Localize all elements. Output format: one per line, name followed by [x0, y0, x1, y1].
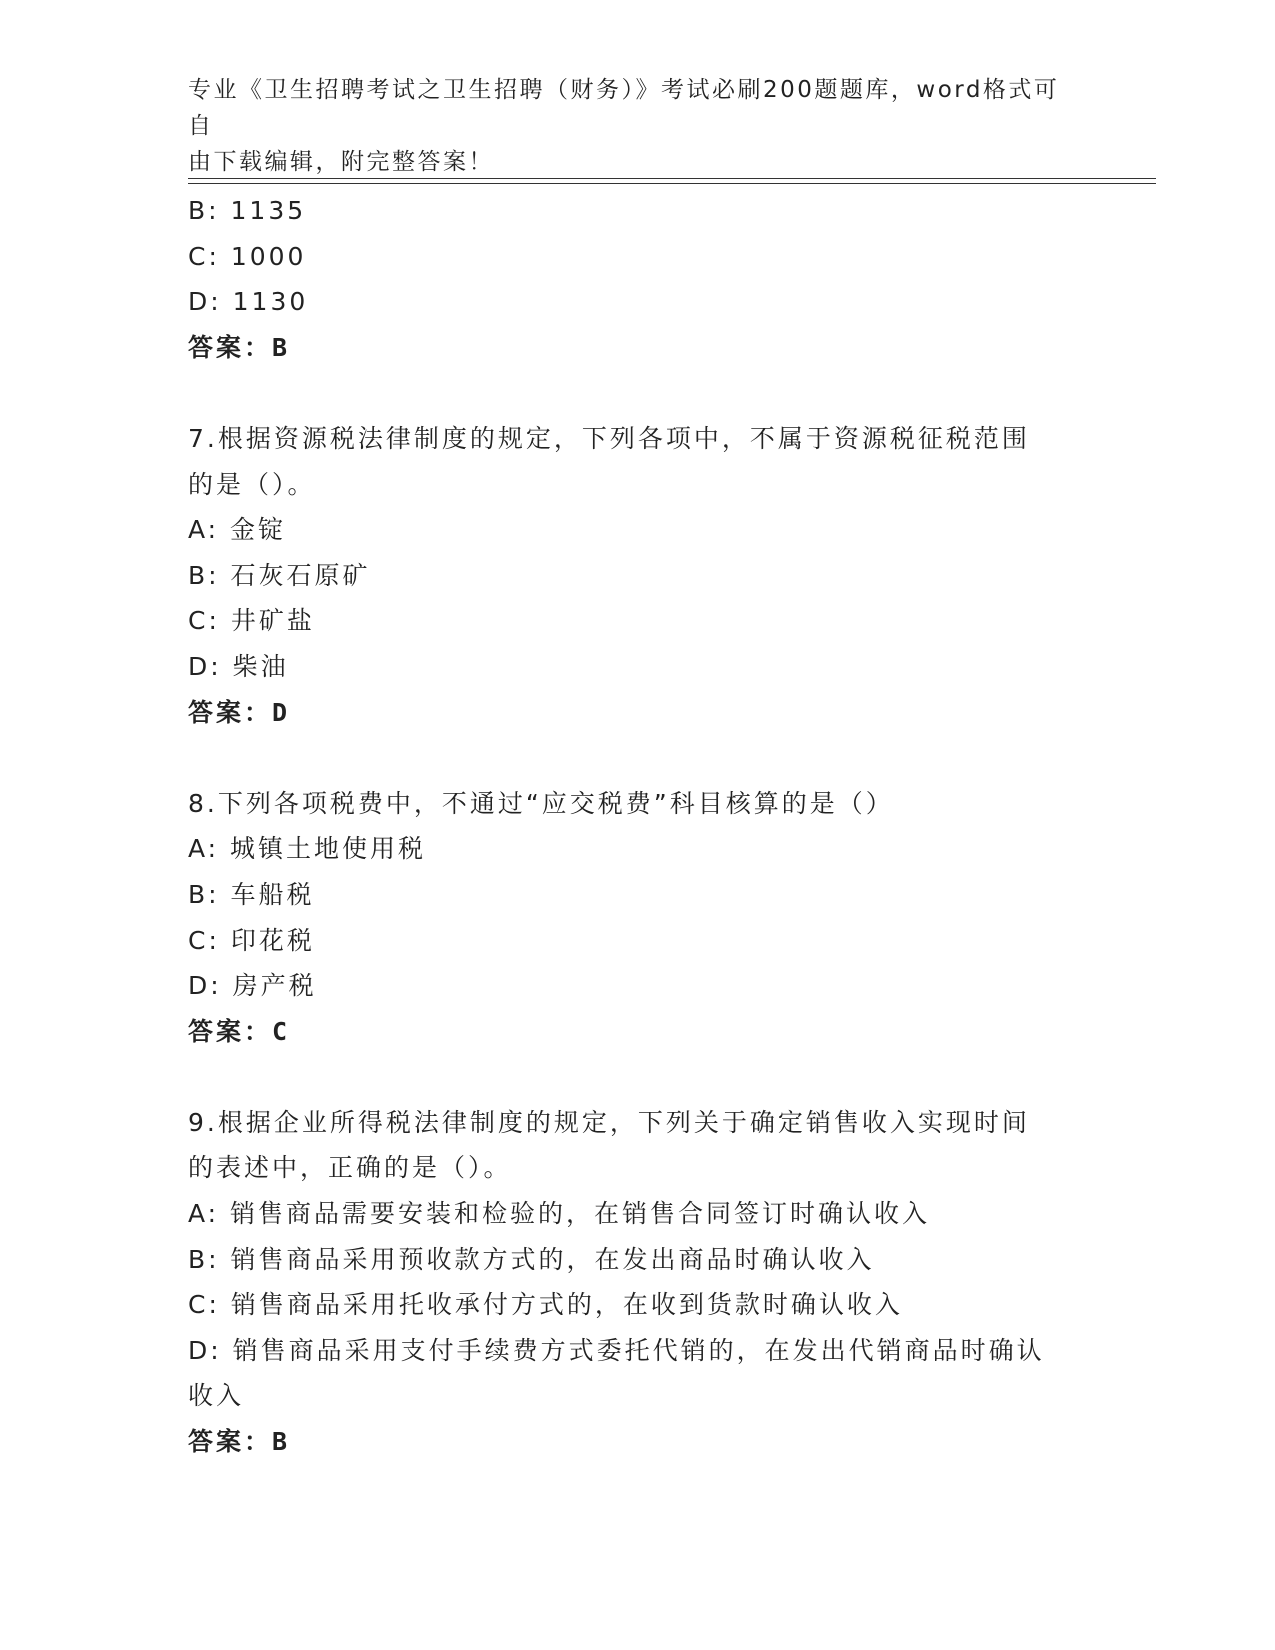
header-divider-bottom: [188, 183, 1156, 184]
answer-value: D: [272, 697, 291, 727]
option-d-cont: 收入: [188, 1381, 245, 1411]
option-text: 石灰石原矿: [230, 560, 371, 590]
answer-value: B: [272, 332, 291, 362]
option-text: 车船税: [230, 879, 315, 909]
question-number: 9.: [188, 1107, 218, 1137]
document-header: [188, 72, 1068, 180]
option-text: 销售商品采用托收承付方式的，在收到货款时确认收入: [230, 1290, 903, 1320]
question-content: [188, 188, 1088, 1465]
answer-label: 答案：: [188, 332, 273, 362]
question-text: [188, 416, 1088, 462]
option-label: C:: [188, 925, 220, 955]
answer-value: C: [272, 1016, 291, 1046]
answer-value: B: [272, 1427, 291, 1457]
option-label: B:: [188, 879, 220, 909]
continued-question: [188, 188, 1088, 370]
option-label: B:: [188, 1244, 220, 1274]
option-label: B:: [188, 560, 220, 590]
question-text: [188, 1100, 1088, 1146]
option-label: C:: [188, 1290, 220, 1320]
question-number: 7.: [188, 423, 218, 453]
option-label: C:: [188, 241, 220, 271]
option-label: A:: [188, 834, 220, 864]
question-7: [188, 416, 1088, 735]
option-text: 1130: [232, 287, 309, 317]
option-label: D:: [188, 971, 222, 1001]
option-label: D:: [188, 651, 222, 681]
option-c: [188, 598, 1088, 644]
option-d: [188, 279, 1088, 325]
option-b: [188, 553, 1088, 599]
option-text: 1000: [230, 241, 307, 271]
option-d: [188, 963, 1088, 1009]
header-line-1: 专业《卫生招聘考试之卫生招聘（财务）》考试必刷200题题库，word格式可自: [188, 77, 1060, 139]
option-c: [188, 234, 1088, 280]
answer-line: [188, 325, 1088, 371]
option-text: 销售商品采用预收款方式的，在发出商品时确认收入: [230, 1244, 875, 1274]
option-d: [188, 644, 1088, 690]
option-label: A:: [188, 1199, 220, 1229]
question-stem: 根据资源税法律制度的规定，下列各项中，不属于资源税征税范围: [217, 423, 1030, 453]
option-text: 销售商品需要安装和检验的，在销售合同签订时确认收入: [230, 1199, 931, 1229]
option-label: D:: [188, 1335, 222, 1365]
option-label: B:: [188, 196, 220, 225]
option-a: [188, 1191, 1088, 1237]
answer-label: 答案：: [188, 1427, 273, 1457]
spacer: [188, 735, 1088, 781]
option-text: 井矿盐: [230, 606, 315, 636]
option-b: [188, 1237, 1088, 1283]
option-b: [188, 872, 1088, 918]
spacer: [188, 370, 1088, 416]
answer-line: [188, 690, 1088, 736]
question-stem: 根据企业所得税法律制度的规定，下列关于确定销售收入实现时间: [217, 1107, 1030, 1137]
option-d: [188, 1328, 1088, 1374]
answer-line: [188, 1009, 1088, 1055]
question-text-cont: 的表述中，正确的是（）。: [188, 1153, 512, 1183]
option-label: D:: [188, 287, 222, 317]
option-a: [188, 507, 1088, 553]
spacer: [188, 1054, 1088, 1100]
option-text: 销售商品采用支付手续费方式委托代销的，在发出代销商品时确认: [232, 1335, 1045, 1365]
question-9: [188, 1100, 1088, 1465]
header-divider-top: [188, 178, 1156, 179]
option-a: [188, 826, 1088, 872]
question-text-cont: 的是（）。: [188, 469, 316, 499]
option-text: 印花税: [230, 925, 315, 955]
option-label: C:: [188, 606, 220, 636]
option-text: 1135: [230, 196, 307, 225]
question-text: [188, 781, 1088, 827]
question-number: 8.: [188, 788, 218, 818]
option-text: 城镇土地使用税: [230, 834, 427, 864]
question-stem: 下列各项税费中，不通过“应交税费”科目核算的是（）: [217, 788, 894, 818]
answer-line: [188, 1419, 1088, 1465]
option-b: [188, 188, 1088, 234]
option-c: [188, 1282, 1088, 1328]
option-text: 柴油: [232, 651, 289, 681]
answer-label: 答案：: [188, 697, 273, 727]
option-text: 房产税: [232, 971, 317, 1001]
option-label: A:: [188, 515, 220, 545]
question-8: [188, 781, 1088, 1055]
option-text: 金锭: [230, 515, 287, 545]
option-c: [188, 918, 1088, 964]
header-line-2: 由下载编辑，附完整答案！: [188, 149, 494, 175]
answer-label: 答案：: [188, 1016, 273, 1046]
